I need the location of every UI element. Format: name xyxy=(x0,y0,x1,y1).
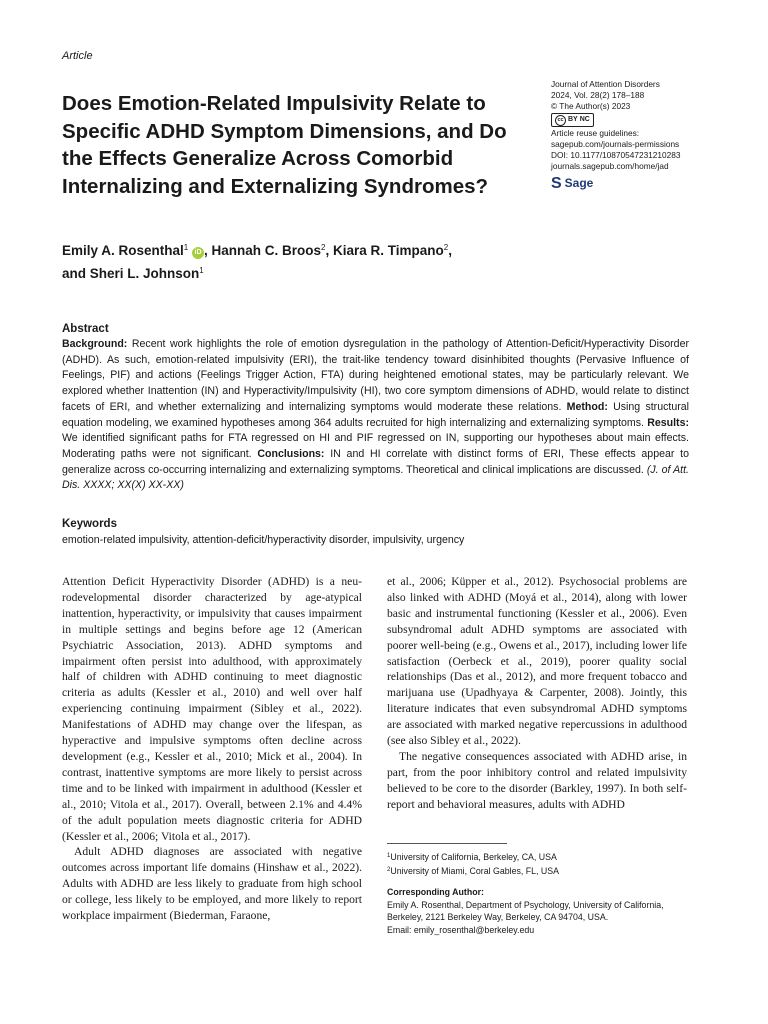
results-text: We identified significant paths for FTA regressed on HI and PIF regressed on IN, supporting our hypotheses about main effects. Moderating paths were not significant. xyxy=(62,432,689,460)
doi-link[interactable]: DOI: 10.1177/10870547231210283 xyxy=(551,149,681,160)
corresponding-author-heading: Corresponding Author: xyxy=(387,887,484,897)
body-paragraph: Attention Deficit Hyperactivity Disorder (ADHD) is a neurodevelopmental disorder characterized by age-atypical inattention, hyperactivity, or impulsivity that causes impairment in multiple settings and begins before age 12 (American Psychiatric Association, 2013). ADHD symptoms and impairment often persist into adulthood, with approximately half of children with ADHD continuing to meet diagnostic criteria as adults (Kessler et al., 2010) and well over half experiencing continuing impairment (Sibley et al., 2022). Manifestations of ADHD may change over the lifespan, as hyperactive and impulsive symptoms often decline across development (e.g., Kessler et al., 2010; Mick et al., 2004). In contrast, inattentive symptoms are more likely to persist across time and to be linked with impairment in adulthood (Kessler et al., 2010; Vitola et al., 2017). Overall, between 2.1% and 4.4% of the adult population meets diagnostic criteria for ADHD (Kessler et al., 2006; Vitola et al., 2017). xyxy=(62,575,362,843)
author-name: Emily A. Rosenthal xyxy=(62,243,184,258)
reuse-label: Article reuse guidelines: xyxy=(551,128,640,139)
author-conjunction: and xyxy=(62,266,87,281)
keywords-heading: Keywords xyxy=(62,518,117,530)
author-name: Sheri L. Johnson xyxy=(89,266,200,281)
journal-volume: 2024, Vol. 28(2) 178–188 xyxy=(551,89,645,100)
abstract-heading: Abstract xyxy=(62,323,109,335)
publisher-name: Sage xyxy=(564,176,594,191)
corresponding-author-email[interactable]: Email: emily_rosenthal@berkeley.edu xyxy=(387,924,535,935)
cc-nc-label: NC xyxy=(579,115,590,123)
article-type-label: Article xyxy=(62,50,93,62)
body-paragraph: et al., 2006; Küpper et al., 2012). Psychosocial problems are also linked with ADHD (Moyá et al., 2014), along with lower basic and instrumental functioning (Kessler et al., 2006). Even subsyndromal adult ADHD symptoms are associated with poorer well-being (e.g., Owens et al., 2017), including lower life satisfaction (Oerbeck et al., 2019), poorer quality social relationships (Das et al., 2012), and more frequent tobacco and marijuana use (Upadhyaya & Carpenter, 2008). Jointly, this literature indicates that even subsyndromal ADHD symptoms are associated with marked negative repercussions in adulthood (see also Sibley et al., 2022). xyxy=(387,575,687,748)
affiliation-2: $^2$University of Miami, Coral Gables, FL, USA xyxy=(387,865,559,876)
journal-info xyxy=(551,79,711,191)
affiliation-marker: 2 xyxy=(321,243,326,252)
body-column-right xyxy=(387,574,687,813)
author-name: Kiara R. Timpano xyxy=(333,243,444,258)
body-column-left xyxy=(62,574,362,924)
affiliation-marker: 2 xyxy=(443,243,449,252)
background-label: Background: xyxy=(62,338,128,350)
author-name: Hannah C. Broos xyxy=(211,243,322,258)
corresponding-author-address: Emily A. Rosenthal, Department of Psychology, University of California, Berkeley, 2121 Berkeley Way, Berkeley, CA 94704, USA. xyxy=(387,899,664,922)
footnote-divider xyxy=(387,843,507,844)
cc-icon: cc xyxy=(555,115,566,126)
paper-title: Does Emotion-Related Impulsivity Relate to Specific ADHD Symptom Dimensions, and Do the Effects Generalize Across Comorbid Internalizing and Externalizing Syndromes? xyxy=(62,92,507,198)
abstract-text xyxy=(62,337,689,494)
affiliation-marker: 1 xyxy=(387,853,391,859)
affiliation-marker: 1 xyxy=(183,243,189,252)
cc-license-icon xyxy=(551,113,594,127)
sage-logo xyxy=(551,174,711,192)
conclusions-text: IN and HI correlate with distinct forms of ERI, These effects appear to generalize across co-occurring internalizing and externalizing symptoms. Theoretical and clinical implications are discussed. xyxy=(62,447,689,476)
affiliation-marker: 2 xyxy=(387,866,391,873)
body-paragraph: Adult ADHD diagnoses are associated with negative outcomes across important life domains (Hinshaw et al., 2022). Adults with ADHD are less likely to graduate from high school or college, less likely to be employed, and more likely to report workplace impairment (Biederman, Faraone, xyxy=(62,845,362,923)
author-list: Emily A. Rosenthal$^1$ iD , Hannah C. Broos$^2$, Kiara R. Timpano$^2$, and Sheri L. Johnson$^1$ xyxy=(62,243,452,281)
method-text: Using structural equation modeling, we examined hypotheses among 364 adults recruited for high internalizing and externalizing symptoms. xyxy=(62,400,690,429)
journal-name: Journal of Attention Disorders xyxy=(551,79,660,89)
copyright: © The Author(s) 2023 xyxy=(551,100,631,111)
results-label: Results: xyxy=(647,416,689,429)
citation-text: (J. of Att. Dis. XXXX; XX(X) XX-XX) xyxy=(62,463,689,492)
conclusions-label: Conclusions: xyxy=(257,447,325,460)
cc-by-label: BY xyxy=(568,115,578,123)
method-label: Method: xyxy=(566,400,608,413)
affiliation-1: $^1$University of California, Berkeley, CA, USA xyxy=(387,852,557,862)
journal-home-link[interactable]: journals.sagepub.com/home/jad xyxy=(551,160,669,171)
body-paragraph: The negative consequences associated with ADHD arise, in part, from the poor inhibitory control and related impulsivity believed to be core to the disorder (Barkley, 1997). In both self-report and behavioral measures, adults with ADHD xyxy=(387,749,687,811)
keywords-text: emotion-related impulsivity, attention-deficit/hyperactivity disorder, impulsivity, urgency xyxy=(62,534,465,546)
footnotes xyxy=(387,850,687,936)
background-text: Recent work highlights the role of emotion dysregulation in the pathology of Attention-Deficit/Hyperactivity Disorder (ADHD). As such, emotion-related impulsivity (ERI), the trait-like tendency toward disinhibited thoughts (Pervasive Influence of Feelings, PIF) and actions (Feelings Trigger Action, FTA) during heightened emotional states, may be particularly relevant. We explored whether Inattention (IN) and Hyperactivity/Impulsivity (HI), two core symptom dimensions of ADHD, would relate to distinct facets of ERI, and whether externalizing and internalizing symptoms would moderate these relations. xyxy=(62,338,689,413)
affiliation-marker: 1 xyxy=(199,266,204,275)
reuse-link[interactable]: sagepub.com/journals-permissions xyxy=(551,139,680,150)
sage-s-icon: S xyxy=(551,174,562,192)
orcid-icon[interactable]: iD xyxy=(192,247,204,259)
